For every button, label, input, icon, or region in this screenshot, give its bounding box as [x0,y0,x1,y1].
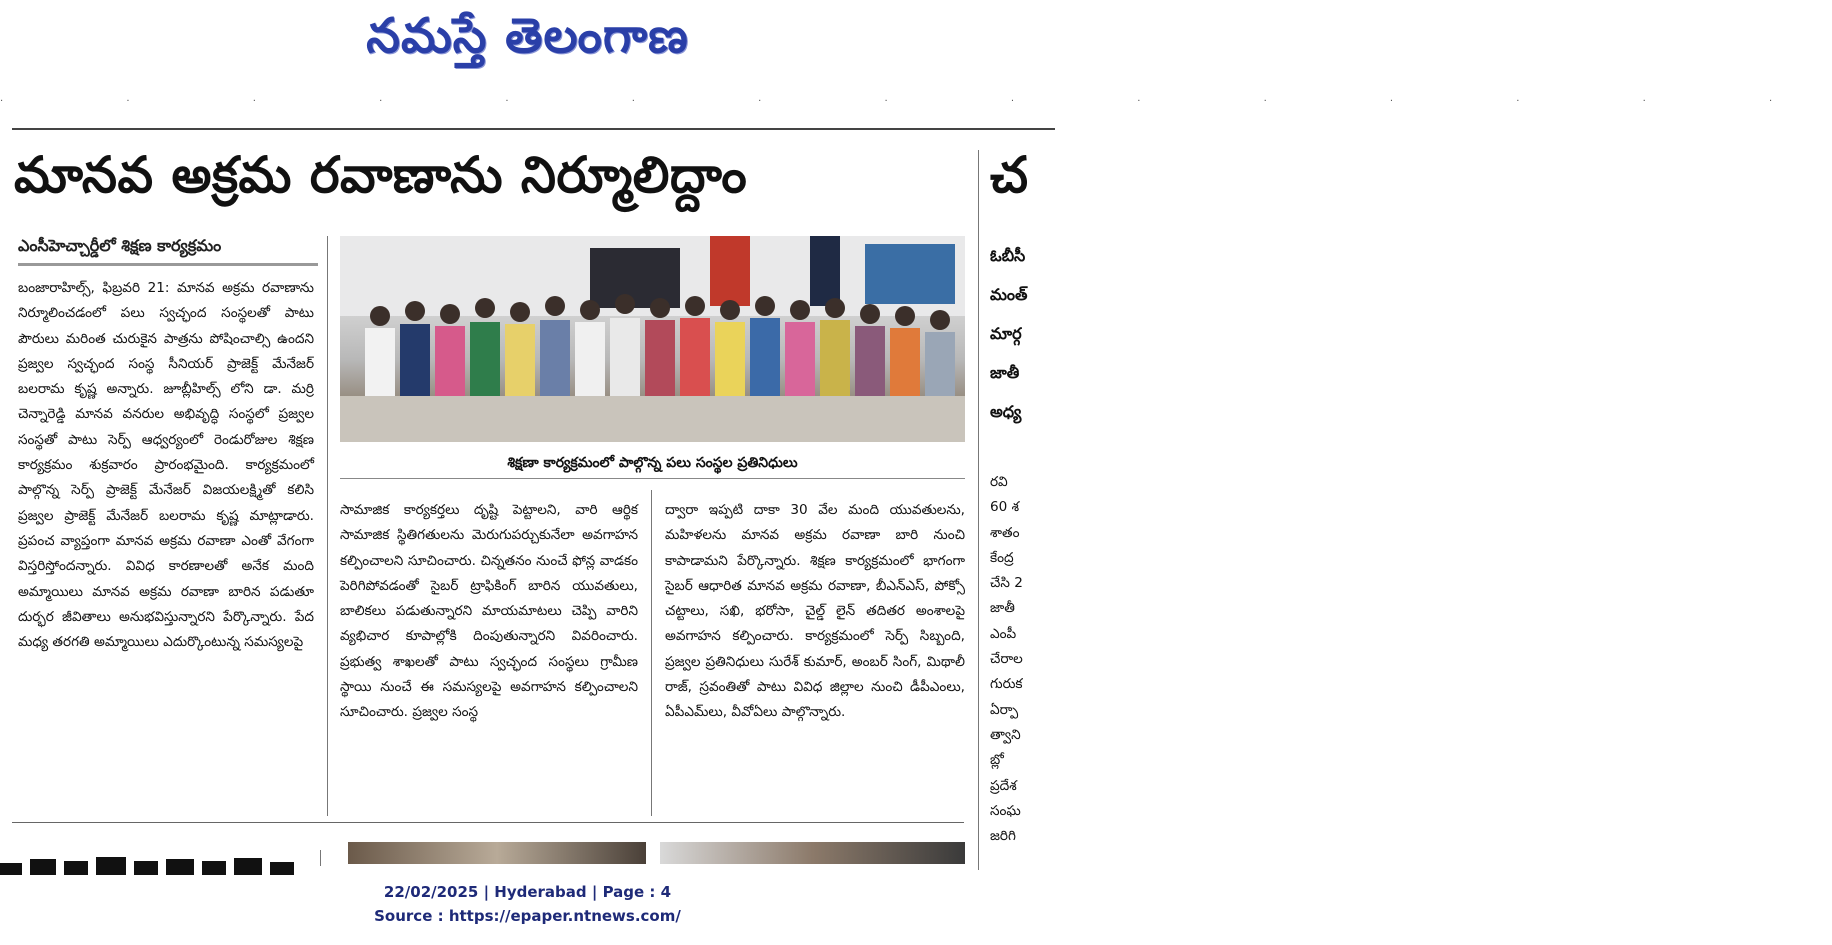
kicker-rule [18,263,318,266]
side-line: జరిగి [990,828,1016,845]
side-line: ఓబీసీ [990,246,1026,265]
side-line: త్వాని [990,726,1021,743]
column-divider [327,236,328,816]
article-column-3: ద్వారా ఇప్పటి దాకా 30 వేల మంది యువతులను, మహిళలను మానవ అక్రమ రవాణా బారి నుంచి కాపాడామని పేర్కొన్నారు. శిక్షణ కార్యక్రమంలో భాగంగా సైబర్ ఆధారిత మానవ అక్రమ రవాణా, బీఎన్ఎస్, పోక్సో చట్టాలు, సఖి, భరోసా, చైల్డ్ లైన్ తదితర అంశాలపై అవగాహన కల్పించారు. కార్యక్రమంలో సెర్ప్ సిబ్బంది, ప్రజ్వల ప్రతినిధులు సురేశ్ కుమార్, అంబర్ సింగ్, మిథాలీ రాజ్, స్రవంతితో పాటు వివిధ జిల్లాల నుంచి డీపీఎంలు, ఏపీఎమ్‌లు, వీవోఏలు పాల్గొన్నారు. [665,502,965,721]
next-headline-fragment [0,846,315,868]
masthead [0,0,1055,78]
side-line: రవి [990,474,1008,490]
side-divider [978,150,979,870]
side-body-lines [990,470,1055,855]
side-line: జాతీ [990,363,1020,382]
side-line: శాతం [990,524,1020,541]
article-column-2: సామాజిక కార్యకర్తలు దృష్టి పెట్టాలని, వారి ఆర్థిక సామాజిక స్థితిగతులను మెరుగుపర్చుకునేలా అవగాహన కల్పించాలని సూచించారు. చిన్నతనం నుంచే ఫోన్ల వాడకం పెరిగిపోవడంతో సైబర్ ట్రాఫికింగ్ బారిన యువతులు, బాలికలు పడుతున్నారని మాయమాటలు చెప్పి వారిని వ్యభిచార కూపాల్లోకి దింపుతున్నారని వివరించారు. ప్రభుత్వ శాఖలతో పాటు స్వచ్ఛంద సంస్థలు గ్రామీణ స్థాయి నుంచే ఈ సమస్యలపై అవగాహన కల్పించాలని సూచించారు. ప్రజ్వల సంస్థ [340,502,638,721]
side-line: ఏర్పా [990,701,1019,718]
edition-info: 22/02/2025 | Hyderabad | Page : 4 [383,883,672,901]
side-line: మార్గ [990,324,1022,343]
side-line: మంత్ [990,285,1028,304]
article-photo [340,236,965,442]
caption-rule [340,478,965,479]
side-line: చేసి 2 [990,575,1023,592]
bottom-photo-left [348,842,646,864]
side-headline-fragment: చ [990,146,1028,204]
side-line: చేరాల [990,651,1023,668]
side-line: 60 శ [990,499,1020,516]
article-kicker: ఎంసీహెచ్చార్డీలో శిక్షణ కార్యక్రమం [18,236,222,255]
bottom-photo-right [660,842,965,864]
newspaper-logo: నమస్తే తెలంగాణ [366,8,689,64]
side-line: బ్లో [990,752,1004,769]
side-line: జాతీ [990,600,1015,617]
ticker-strip: · · · · · · · · · · · · · · · [0,96,1832,107]
page-footer [0,880,1055,928]
side-kicker-lines [990,236,1055,432]
top-rule [12,128,1055,130]
teaser-divider [320,850,321,866]
bottom-rule [12,822,964,823]
side-line: ఎంపీ [990,625,1017,642]
photo-caption: శిక్షణా కార్యక్రమంలో పాల్గొన్న పలు సంస్థల ప్రతినిధులు [507,455,798,471]
source-link[interactable]: Source : https://epaper.ntnews.com/ [374,907,681,925]
side-line: కేంద్ర [990,549,1014,566]
column-divider [651,490,652,816]
side-line: సంఘ [990,802,1021,819]
article-headline: మానవ అక్రమ రవాణాను నిర్మూలిద్దాం [14,146,748,204]
cropped-headline-glyphs [0,853,315,875]
group-photo-illustration [340,236,965,442]
side-line: అధ్య [990,402,1022,421]
side-line: ప్రదేశ [990,777,1017,794]
article-column-1: బంజారాహిల్స్, ఫిబ్రవరి 21: మానవ అక్రమ రవాణాను నిర్మూలించడంలో పలు స్వచ్ఛంద సంస్థలతో పాటు పౌరులు మరింత చురుకైన పాత్రను పోషించాల్సి ఉందని ప్రజ్వల స్వచ్ఛంద సంస్థ సీనియర్ ప్రాజెక్ట్ మేనేజర్ బలరామ కృష్ణ అన్నారు. జూబ్లీహిల్స్ లోని డా. మర్రి చెన్నారెడ్డి మానవ వనరుల అభివృద్ధి సంస్థలో ప్రజ్వల సంస్థతో పాటు సెర్ప్ ఆధ్వర్యంలో రెండురోజుల శిక్షణ కార్యక్రమం శుక్రవారం ప్రారంభమైంది. కార్యక్రమంలో పాల్గొన్న సెర్ప్ ప్రాజెక్ట్ మేనేజర్ విజయలక్ష్మితో కలిసి ప్రజ్వల ప్రాజెక్ట్ మేనేజర్ బలరామ కృష్ణ మాట్లాడారు. ప్రపంచ వ్యాప్తంగా మానవ అక్రమ రవాణా ఎంతో వేగంగా విస్తరిస్తోందన్నారు. వివిధ కారణాలతో అనేక మంది అమ్మాయిలు మానవ అక్రమ రవాణా బారిన పడుతూ దుర్భర జీవితాలు అనుభవిస్తున్నారని పేర్కొన్నారు. పేద మధ్య తరగతి అమ్మాయిలు ఎదుర్కొంటున్న సమస్యలపై [18,280,314,651]
side-line: గురుక [990,676,1023,693]
